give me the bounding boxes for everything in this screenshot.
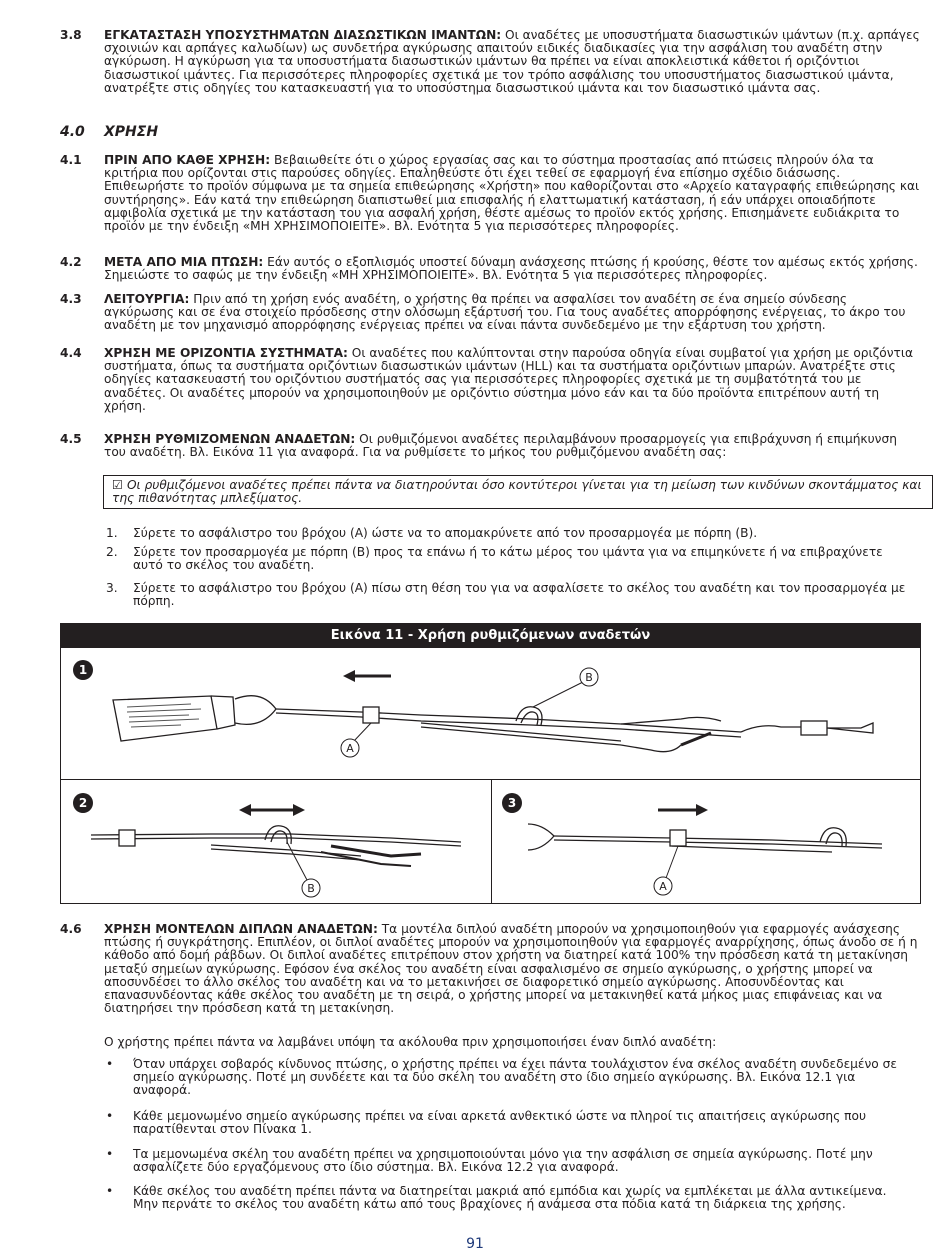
section-number: 4.0 <box>60 124 85 140</box>
callout-a: A <box>346 742 354 755</box>
checkbox-icon: ☑ <box>112 478 123 492</box>
step-number: 3. <box>106 581 118 595</box>
section-heading: ΜΕΤΑ ΑΠΟ ΜΙΑ ΠΤΩΣΗ: <box>104 255 264 269</box>
section-4-3 <box>60 293 920 333</box>
section-4-4 <box>60 347 920 413</box>
bullet-item <box>106 1185 906 1211</box>
panel-3-illustration <box>492 780 920 904</box>
bullet-icon: • <box>106 1109 114 1123</box>
bullet-icon: • <box>106 1184 114 1198</box>
section-4-5 <box>60 433 920 459</box>
panel-3-badge: 3 <box>502 793 522 813</box>
step-text: Σύρετε το ασφάλιστρο του βρόχου (A) ώστε να το απομακρύνετε από τον προσαρμογέα με πόρπη (B). <box>133 526 758 540</box>
section-number: 4.1 <box>60 153 82 167</box>
section-heading: ΧΡΗΣΗ ΜΕ ΟΡΙΖΟΝΤΙΑ ΣΥΣΤΗΜΑΤΑ: <box>104 346 348 360</box>
section-number: 4.4 <box>60 346 82 360</box>
section-heading: ΕΓΚΑΤΑΣΤΑΣΗ ΥΠΟΣΥΣΤΗΜΑΤΩΝ ΔΙΑΣΩΣΤΙΚΩΝ ΙΜΑΝΤΩΝ: <box>104 28 502 42</box>
section-number: 3.8 <box>60 28 82 42</box>
bullet-item <box>106 1110 906 1136</box>
section-text: Πριν από τη χρήση ενός αναδέτη, ο χρήστης θα πρέπει να ασφαλίσει τον αναδέτη σε ένα σημείο σύνδεσης αγκύρωσης και σε ένα στοιχείο πρόσδεσης στην ολόσωμη εξάρτυσή του. Για τους αναδέτες απορρόφησης ενέργειας, το άκρο του αναδέτη με τον μηχανισμό απορρόφησης ενέργειας πρέπει να είναι πάντα συνδεδεμένο με την εξάρτυση του χρήστη. <box>104 292 906 333</box>
section-heading: ΛΕΙΤΟΥΡΓΙΑ: <box>104 292 190 306</box>
section-text: Οι αναδέτες που καλύπτονται στην παρούσα οδηγία είναι συμβατοί για χρήση με οριζόντια συστήματα, όπως τα συστήματα οριζόντιων διασωστικών ιμάντων (HLL) και τα συστήματα οριζόντιων μπαρών. Ανατρέξτε στις οδηγίες κατασκευαστή του οριζόντιου συστήματός σας για περισσότερες πληροφορίες σχετικά με τη συμβατότητά του με αναδέτες. Οι αναδέτες μπορούν να χρησιμοποιηθούν με οριζόντιο σύστημα μόνο εάν και τα δύο προϊόντα επιτρέπουν αυτή τη χρήση. <box>104 346 914 413</box>
panel-1-badge: 1 <box>73 660 93 680</box>
section-text: Τα μοντέλα διπλού αναδέτη μπορούν να χρησιμοποιηθούν για εφαρμογές ανάσχεσης πτώσης ή συγκράτησης. Επιπλέον, οι διπλοί αναδέτες μπορούν να χρησιμοποιηθούν για εφαρμογές αναρρίχησης, όπως άνοδο σε ή η κάθοδο από δομή ράβδων. Οι διπλοί αναδέτες επιτρέπουν στον χρήστη να διατηρεί κατά 100% την πρόσδεση κατά τη μετακίνηση μεταξύ σημείων αγκύρωσης. Εφόσον ένα σκέλος του αναδέτη είναι ασφαλισμένο σε σημείο αγκύρωσης, ο χρήστης μπορεί να αποσυνδέσει το άλλο σκέλος του αναδέτη και να το μετακινήσει σε διαφορετικό σημείο αγκύρωσης. Αποσυνδέοντας και επανασυνδέοντας κάθε σκέλος του αναδέτη με τη σειρά, ο χρήστης μπορεί να μετακινηθεί κατά μήκος μιας επιφάνειας και να διατηρήσει την πρόσδεση κατά τη μετακίνηση. <box>104 922 918 1016</box>
bullet-item <box>106 1148 906 1174</box>
bullet-text: Τα μεμονωμένα σκέλη του αναδέτη πρέπει να χρησιμοποιούνται μόνο για την ασφάλιση σε σημεία αγκύρωσης. Ποτέ μην ασφαλίζετε δύο εργαζόμενους στο ίδιο σύστημα. Βλ. Εικόνα 12.2 για αναφορά. <box>133 1147 873 1175</box>
section-number: 4.3 <box>60 292 82 306</box>
step-number: 2. <box>106 545 118 559</box>
section-3-8 <box>60 29 920 95</box>
bullet-icon: • <box>106 1147 114 1161</box>
callout-b: B <box>585 671 593 684</box>
section-number: 4.5 <box>60 432 82 446</box>
bullet-item <box>106 1058 906 1098</box>
step-number: 1. <box>106 526 118 540</box>
bullet-text: Κάθε μεμονωμένο σημείο αγκύρωσης πρέπει να είναι αρκετά ανθεκτικό ώστε να πληροί τις απαιτήσεις αγκύρωσης που παρατίθενται στον Πίνακα 1. <box>133 1109 867 1137</box>
panel-2-badge: 2 <box>73 793 93 813</box>
intro-text: Ο χρήστης πρέπει πάντα να λαμβάνει υπόψη τα ακόλουθα πριν χρησιμοποιήσει έναν διπλό αναδέτη: <box>104 1035 717 1049</box>
section-heading: ΧΡΗΣΗ ΡΥΘΜΙΖΟΜΕΝΩΝ ΑΝΑΔΕΤΩΝ: <box>104 432 356 446</box>
section-text: Οι ρυθμιζόμενοι αναδέτες περιλαμβάνουν προσαρμογείς για επιβράχυνση ή επιμήκυνση του αναδέτη. Βλ. Εικόνα 11 για αναφορά. Για να ρυθμίσετε το μήκος του ρυθμιζόμενου αναδέτη σας: <box>104 432 897 460</box>
section-text: Βεβαιωθείτε ότι ο χώρος εργασίας σας και το σύστημα προστασίας από πτώσεις πληρούν όλα τα κριτήρια που ορίζονται στις παρούσες οδηγίες. Επαληθεύστε ότι έχει τεθεί σε εφαρμογή ένα επίσημο σχέδιο διάσωσης. Επιθεωρήστε το προϊόν σύμφωνα με τα σημεία επιθεώρησης «Χρήστη» που καθορίζονται στο «Αρχείο καταγραφής επιθεώρησης και συντήρησης». Εάν κατά την επιθεώρηση διαπιστωθεί μια επισφαλής ή ελαττωματική κατάσταση, ή εάν υπάρχει οποιαδήποτε αμφιβολία σχετικά με την κατάσταση του για ασφαλή χρήση, θέστε αμέσως το προϊόν εκτός χρήσης. Επισημάνετε ευδιάκριτα το προϊόν με την ένδειξη «ΜΗ ΧΡΗΣΙΜΟΠΟΙΕΙΤΕ». Βλ. Ενότητα 5 για περισσότερες πληροφορίες. <box>104 153 920 234</box>
panel-1-illustration <box>61 649 920 779</box>
section-text: Οι αναδέτες με υποσυστήματα διασωστικών ιμάντων (π.χ. αρπάγες σχοινιών και αρπάγες καλωδίων) ως συνδετήρα αγκύρωσης απαιτούν ειδικές διαδικασίες για την ασφάλιση του αναδέτη στην αγκύρωση. Η αγκύρωση για τα υποσυστήματα διασωστικών ιμάντων θα πρέπει να είναι αποκλειστικά κάθετοι ή οριζόντιοι διασωστικοί ιμάντες. Για περισσότερες πληροφορίες σχετικά με τον τρόπο ασφάλισης του υποσυστήματος διασωστικού ιμάντα, ανατρέξτε στις οδηγίες του κατασκευαστή για το υποσύστημα διασωστικού ιμάντα και τον διασωστικό ιμάντα σας. <box>104 28 920 95</box>
safety-note <box>103 475 933 509</box>
panel-2-illustration <box>61 780 490 904</box>
step-1 <box>106 527 906 540</box>
step-3 <box>106 582 906 608</box>
step-2 <box>106 546 906 572</box>
note-text: Οι ρυθμιζόμενοι αναδέτες πρέπει πάντα να διατηρούνται όσο κοντύτεροι γίνεται για τη μείωση των κινδύνων σκοντάμματος και της πιθανότητας μπλεξίματος. <box>112 478 922 506</box>
section-4-6-intro <box>60 1036 920 1049</box>
bullet-icon: • <box>106 1057 114 1071</box>
section-text: Εάν αυτός ο εξοπλισμός υποστεί δύναμη ανάσχεσης πτώσης ή κρούσης, θέστε τον αμέσως εκτός χρήσης. Σημειώστε το σαφώς με την ένδειξη «ΜΗ ΧΡΗΣΙΜΟΠΟΙΕΙΤΕ». Βλ. Ενότητα 5 για περισσότερες πληροφορίες. <box>104 255 918 283</box>
section-number: 4.2 <box>60 255 82 269</box>
section-number: 4.6 <box>60 922 82 936</box>
section-heading: ΠΡΙΝ ΑΠΟ ΚΑΘΕ ΧΡΗΣΗ: <box>104 153 271 167</box>
figure-title: Εικόνα 11 - Χρήση ρυθμιζόμενων αναδετών <box>61 624 920 648</box>
bullet-text: Κάθε σκέλος του αναδέτη πρέπει πάντα να διατηρείται μακριά από εμπόδια και χωρίς να εμπλέκεται με άλλα αντικείμενα. Μην περνάτε το σκέλος του αναδέτη κάτω από τους βραχίονες ή ανάμεσα στα πόδια κατά τη διάρκεια της χρήσης. <box>133 1184 887 1212</box>
section-heading: ΧΡΗΣΗ <box>104 124 159 140</box>
section-4-0-title <box>60 124 158 140</box>
section-4-1 <box>60 154 920 233</box>
callout-a: A <box>659 880 667 893</box>
bullet-text: Όταν υπάρχει σοβαρός κίνδυνος πτώσης, ο χρήστης πρέπει να έχει πάντα τουλάχιστον ένα σκέλος αναδέτη συνδεδεμένο σε σημείο αγκύρωσης. Ποτέ μη συνδέετε και τα δύο σκέλη του αναδέτη στο ίδιο σημείο αγκύρωσης. Βλ. Εικόνα 12.1 για αναφορά. <box>133 1057 897 1098</box>
step-text: Σύρετε το ασφάλιστρο του βρόχου (A) πίσω στη θέση του για να ασφαλίσετε το σκέλος του αναδέτη και τον προσαρμογέα με πόρπη. <box>133 581 906 609</box>
section-4-6 <box>60 923 920 1015</box>
page-number: 91 <box>466 1236 484 1252</box>
callout-b: B <box>307 882 315 895</box>
step-text: Σύρετε τον προσαρμογέα με πόρπη (B) προς τα επάνω ή το κάτω μέρος του ιμάντα για να επιμηκύνετε ή να επιβραχύνετε αυτό το σκέλος του αναδέτη. <box>133 545 883 573</box>
section-heading: ΧΡΗΣΗ ΜΟΝΤΕΛΩΝ ΔΙΠΛΩΝ ΑΝΑΔΕΤΩΝ: <box>104 922 378 936</box>
section-4-2 <box>60 256 920 282</box>
figure-11 <box>60 623 921 904</box>
